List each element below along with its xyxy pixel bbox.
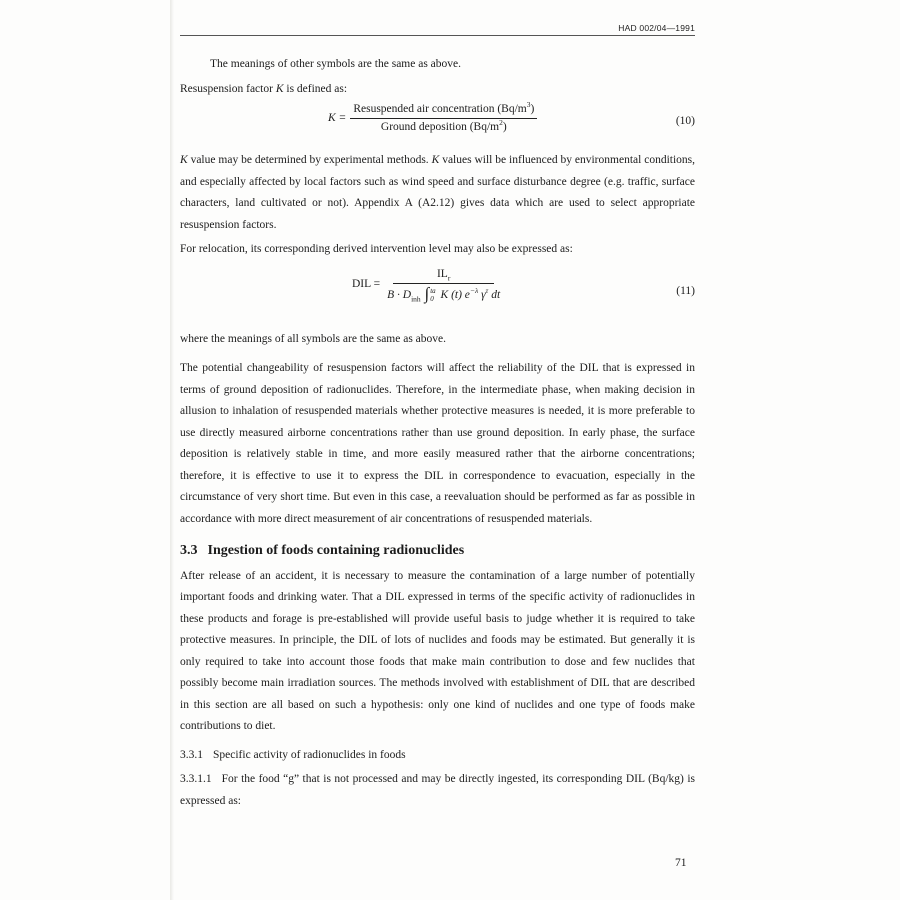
eq10-number: (10): [675, 115, 695, 127]
document-code: HAD 002/04—1991: [618, 23, 695, 33]
integral-sign: ∫: [424, 283, 430, 303]
paragraph-symbols-same: where the meanings of all symbols are the same as above.: [180, 332, 447, 345]
eq10-fraction: $\frac{Resuspended air concentration (Bq/m^3)}{Ground deposition (Bq/m^2)}$: [350, 102, 537, 135]
eq11-number: (11): [676, 284, 695, 297]
paragraph-k-value: K value may be determined by experimental methods. K values will be influenced by environmental conditions, and especially affected by local factors such as wind speed and surface disturbance degree (e.g. traffic, surface characters, land cultivated or not). Appendix A (A2.12) gives data which are used to select appropriate resuspension factors.: [180, 154, 696, 231]
paragraph-symbols-note: The meanings of other symbols are the same as above.: [210, 58, 462, 70]
paragraph-ingestion: After release of an accident, it is necessary to measure the contamination of a large number of potentially important foods and drinking water. That a DIL expressed in terms of the specific activity of radionuclides in these products and forage is pre-established will provide useful basis to judge whether it is required to take protective measures. In principle, the DIL of lots of nuclides and foods may be estimated. But generally it is only required to take into account those foods that make main contribution to dose and few nuclides that possibly become main irradiation sources. The methods involved with establishment of DIL that are described in this section are all based on such a hypothesis: only one kind of nuclides and one type of foods make contributions to diet.: [180, 569, 695, 732]
eq10-lhs: K =: [328, 111, 347, 124]
eq11-fraction: $IL_r$ $B \cdot D_{inh}$ ∫ ta 0 K (t) $e^{-\lambda}$ $\gamma^\tau$ dt: [387, 267, 501, 303]
eq11-lhs: DIL =: [352, 277, 381, 290]
page-content: [180, 54, 695, 812]
equation-10: [180, 102, 695, 138]
subsection-heading-3-3-1: 3.3.1 Specific activity of radionuclides in foods: [180, 748, 406, 761]
equation-11: [180, 265, 695, 317]
binding-shadow: [170, 0, 174, 900]
paragraph-changeability: The potential changeability of resuspension factors will affect the reliability of the DIL that is expressed in terms of ground deposition of radionuclides. Therefore, in the intermediate phase, when making decision in allusion to inhalation of resuspended materials whether protective measures is needed, it is more preferable to use directly measured airborne concentrations rather than use ground deposition. In early phase, the surface deposition is relatively stable in time, and more easily measured rather that the airborne concentrations; therefore, it is effective to use it to express the DIL in correspondence to evacuation, especially in the circumstance of very short time. But even in this case, a reevaluation should be performed as far as possible in accordance with more direct measurement of air concentrations of resuspended materials.: [180, 362, 695, 525]
paragraph-relocation: For relocation, its corresponding derived intervention level may also be expressed as:: [180, 243, 573, 255]
page-number: 71: [675, 857, 687, 869]
paragraph-resuspension-def: Resuspension factor K is defined as:: [180, 82, 348, 95]
header-rule: [180, 35, 695, 36]
section-heading-3-3: 3.3 Ingestion of foods containing radionuclides: [180, 543, 465, 558]
clause-3-3-1-1: 3.3.1.1 For the food “g” that is not processed and may be directly ingested, its corresponding DIL (Bq/kg) is expressed as:: [180, 773, 695, 807]
